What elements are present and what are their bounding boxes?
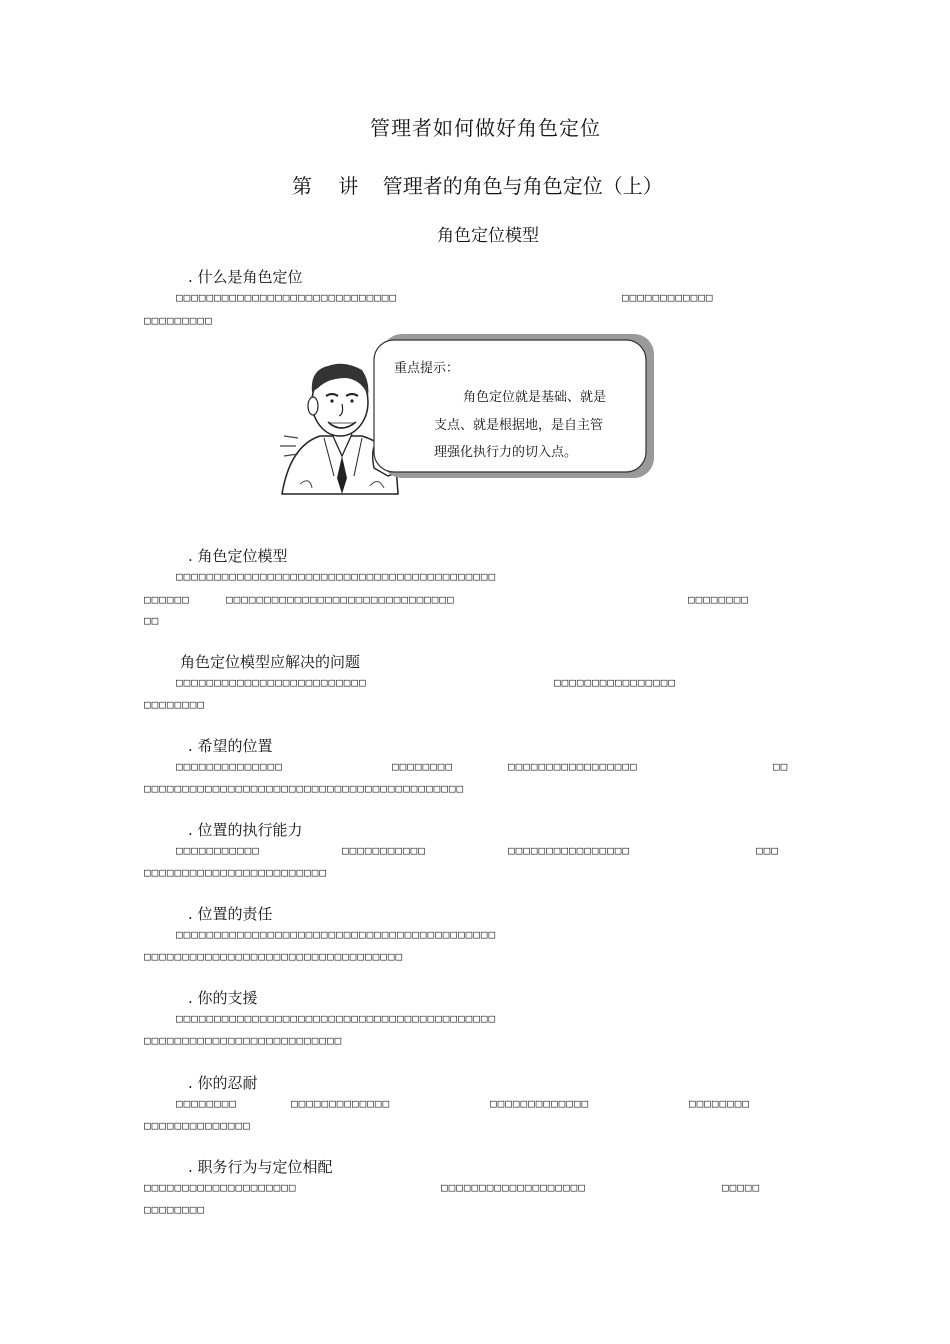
- body-text: □□□□□□□□□□□□□□□□: [508, 844, 630, 857]
- callout-line: 支点、就是根据地，是自主管: [434, 418, 604, 433]
- body-text: □□□□□□□□□□□□□□□□□: [508, 760, 638, 773]
- lecture-num: 第: [292, 174, 312, 198]
- body-text: □□□□□□□□□□□□□□□□□□□□□□□□□□: [144, 1034, 343, 1047]
- body-text: □□□□□□□□□□□□□□□□□□□□□□□□□□□□□□□□□□□□□□□□□□: [144, 782, 465, 795]
- section-heading: . 什么是角色定位: [188, 268, 303, 286]
- body-text: □□□□□□□□□□□□□□: [144, 1119, 251, 1132]
- body-text: □□□□□□□□□□□□□□□□□□□□□□□□□□□□□□□□□□□□□□□□□□: [176, 570, 497, 583]
- section-heading: . 位置的责任: [188, 905, 273, 923]
- body-text: □□□□□□□□□□□□: [622, 291, 714, 304]
- body-text: □□□□□□□□□□□□□□□□□□□□: [144, 1181, 297, 1194]
- section-heading: . 你的支援: [188, 989, 258, 1007]
- body-text: □□□□□□□□□□□□□□□□□□□□□□□□□□□□□□□□□□□□□□□□□□: [176, 928, 497, 941]
- section-heading: . 职务行为与定位相配: [188, 1158, 333, 1176]
- callout-line: 角色定位就是基础、就是: [463, 390, 607, 405]
- body-text: □□□□□□□□□□□□□□□□□□□□□□□□: [144, 866, 327, 879]
- section-heading: . 角色定位模型: [188, 547, 288, 565]
- body-text: □□: [773, 760, 789, 773]
- body-text: □□□□□□□□: [176, 1097, 237, 1110]
- body-text: □□□□□□□□: [144, 698, 205, 711]
- body-text: □□□□□□: [144, 593, 190, 606]
- lecture-title: 管理者的角色与角色定位（上）: [382, 174, 663, 198]
- document-title: 管理者如何做好角色定位: [370, 116, 601, 140]
- section-heading: 角色定位模型应解决的问题: [180, 653, 361, 671]
- body-text: □□□□□□□□□: [144, 314, 213, 327]
- body-text: □□□□□□□□□□□□□□□□□□□□□□□□□□□□□□□□□□□□□□□□□□: [176, 1012, 497, 1025]
- callout-line: 理强化执行力的切入点。: [434, 445, 578, 460]
- body-text: □□□□□□□□: [144, 1203, 205, 1216]
- body-text: □□□□□□□□: [392, 760, 453, 773]
- body-text: □□□□□: [722, 1181, 761, 1194]
- body-text: □□□□□□□□□□□□□□□□□□□□□□□□□□□□□□: [226, 593, 455, 606]
- body-text: □□□□□□□□□□□: [342, 844, 426, 857]
- body-text: □□□□□□□□: [688, 593, 749, 606]
- body-text: □□: [144, 614, 160, 627]
- body-text: □□□□□□□□□□□□□□□□□□□: [441, 1181, 586, 1194]
- section-subtitle: 角色定位模型: [437, 226, 539, 246]
- body-text: □□□□□□□□□□□□□: [291, 1097, 391, 1110]
- body-text: □□□□□□□□□□□□□: [490, 1097, 590, 1110]
- body-text: □□□□□□□□: [689, 1097, 750, 1110]
- section-heading: . 希望的位置: [188, 737, 273, 755]
- body-text: □□□: [756, 844, 779, 857]
- body-text: □□□□□□□□□□□□□□□□□□□□□□□□□□□□□: [176, 291, 398, 304]
- callout-heading: 重点提示：: [394, 361, 460, 376]
- body-text: □□□□□□□□□□□□□□□□□□□□□□□□□: [176, 676, 367, 689]
- section-heading: . 位置的执行能力: [188, 821, 303, 839]
- lecture-mid: 讲: [338, 174, 359, 198]
- lecture-heading: [292, 170, 663, 199]
- body-text: □□□□□□□□□□□□□□: [176, 760, 283, 773]
- section-heading: . 你的忍耐: [188, 1074, 258, 1092]
- body-text: □□□□□□□□□□□□□□□□: [554, 676, 676, 689]
- body-text: □□□□□□□□□□□□□□□□□□□□□□□□□□□□□□□□□□: [144, 950, 404, 963]
- body-text: □□□□□□□□□□□: [176, 844, 260, 857]
